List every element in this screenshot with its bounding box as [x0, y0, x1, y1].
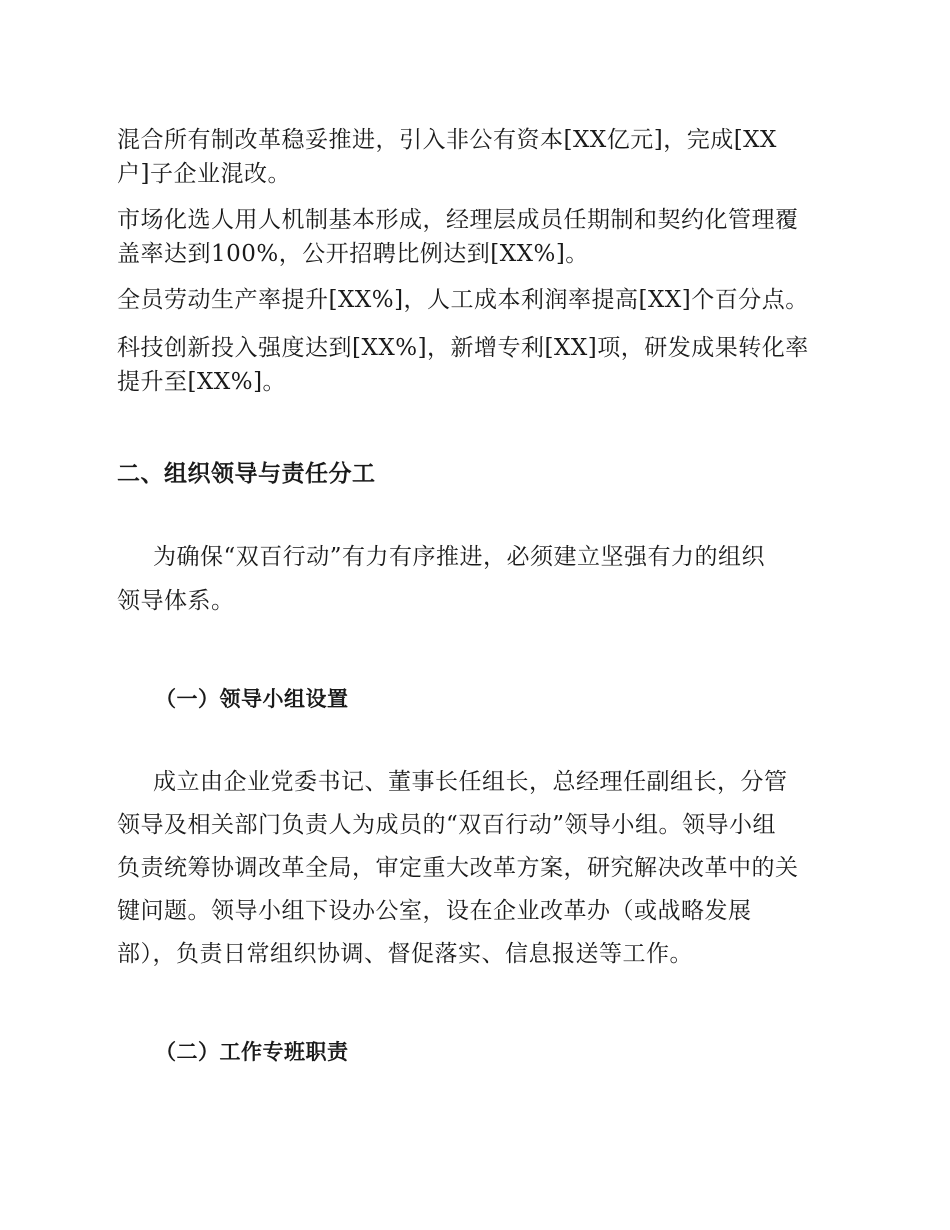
list-item — [117, 203, 837, 271]
paragraph-line: 部），负责日常组织协调、督促落实、信息报送等工作。 — [117, 941, 693, 967]
paragraph-line: 为确保“双百行动”有力有序推进，必须建立坚强有力的组织 — [153, 544, 766, 570]
list-item-line: 户]子企业混改。 — [117, 161, 291, 187]
list-item — [117, 331, 837, 399]
intro-paragraph — [117, 540, 837, 618]
list-item — [117, 283, 837, 317]
list-item — [117, 123, 837, 191]
list-item-line: 混合所有制改革稳妥推进，引入非公有资本[XX亿元]，完成[XX — [117, 127, 777, 153]
list-item-line: 盖率达到100%，公开招聘比例达到[XX%]。 — [117, 241, 589, 267]
section-heading: 二、组织领导与责任分工 — [117, 461, 376, 487]
body-paragraph — [117, 765, 837, 971]
paragraph-line: 键问题。领导小组下设办公室，设在企业改革办（或战略发展 — [117, 898, 752, 924]
list-item-line: 提升至[XX%]。 — [117, 369, 287, 395]
paragraph-line: 领导及相关部门负责人为成员的“双百行动”领导小组。领导小组 — [117, 812, 777, 838]
list-item-line: 科技创新投入强度达到[XX%]，新增专利[XX]项，研发成果转化率 — [117, 335, 809, 361]
list-item-line: 市场化选人用人机制基本形成，经理层成员任期制和契约化管理覆 — [117, 207, 799, 233]
paragraph-line: 领导体系。 — [117, 588, 235, 614]
subsection-heading: （一）领导小组设置 — [155, 686, 349, 711]
paragraph-line: 成立由企业党委书记、董事长任组长，总经理任副组长，分管 — [153, 769, 788, 795]
subsection-heading: （二）工作专班职责 — [155, 1039, 349, 1064]
list-item-line: 全员劳动生产率提升[XX%]，人工成本利润率提高[XX]个百分点。 — [117, 287, 809, 313]
paragraph-line: 负责统筹协调改革全局，审定重大改革方案，研究解决改革中的关 — [117, 855, 799, 881]
